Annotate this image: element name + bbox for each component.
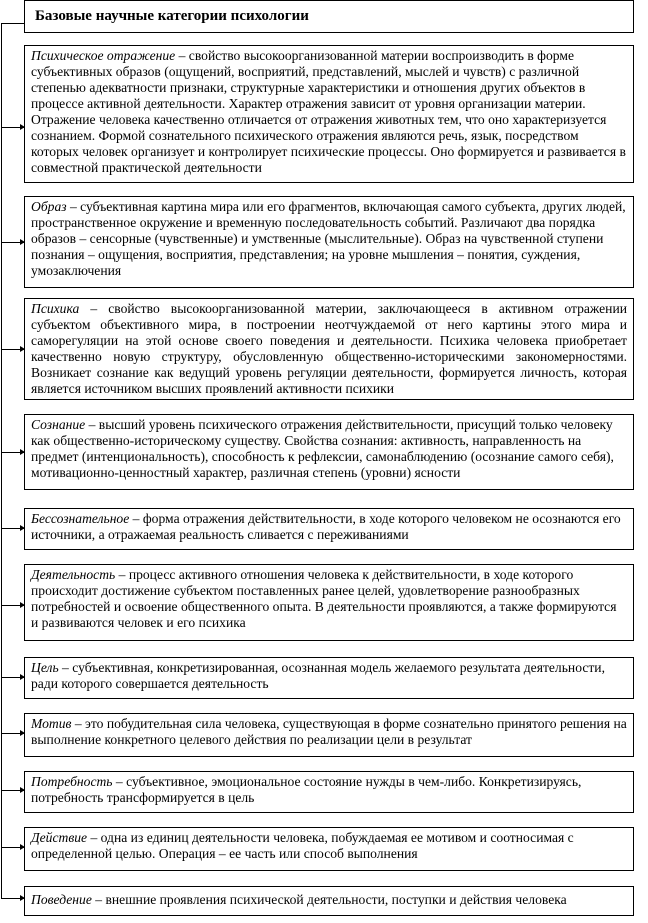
diagram-title: Базовые научные категории психологии bbox=[24, 0, 634, 33]
category-box bbox=[24, 45, 634, 183]
category-definition: – внешние проявления психической деятельности, поступки и действия человека bbox=[91, 892, 567, 907]
category-definition: – субъективная, конкретизированная, осознанная модель желаемого результата деятельности, ради которого совершается деятельность bbox=[31, 660, 605, 691]
category-box bbox=[24, 564, 634, 641]
arrow bbox=[1, 242, 24, 243]
category-term: Психика bbox=[31, 301, 80, 316]
category-box bbox=[24, 196, 634, 288]
arrow bbox=[1, 790, 24, 791]
arrow bbox=[1, 733, 24, 734]
arrow bbox=[1, 452, 24, 453]
category-box bbox=[24, 508, 634, 550]
arrow bbox=[1, 605, 24, 606]
category-box bbox=[24, 298, 634, 400]
category-definition: – это побудительная сила человека, существующая в форме сознательно принятого решения на выполнение конкретного целевого действия по реализации цели в результат bbox=[31, 716, 627, 747]
arrow bbox=[1, 528, 24, 529]
category-term: Поведение bbox=[31, 892, 92, 907]
category-box bbox=[24, 414, 634, 490]
category-definition: – процесс активного отношения человека к действительности, в ходе которого происходит достижение субъектом поставленных ранее целей, удовлетворение разнообразных потребностей и освоение общественного опыта. В деятельности проявляются, а также формируются и развиваются человек и его психика bbox=[31, 567, 617, 630]
category-definition: – свойство высокоорганизованной материи, заключающееся в активном отражении субъектом объективного мира, в построении неотчуждаемой от него картины этого мира и саморегуляции на этой основе своего поведения и деятельности. Психика человека приобретает качественно новую структуру, обусловленную общественно-историческими закономерностями. Возникает сознание как ведущий уровень регуляции деятельности, формируется личность, которая является источником высших проявлений активности психики bbox=[31, 301, 627, 396]
category-box bbox=[24, 886, 634, 916]
category-term: Образ bbox=[31, 199, 67, 214]
connector-line bbox=[1, 23, 2, 899]
category-term: Психическое отражение bbox=[31, 48, 176, 63]
category-box bbox=[24, 713, 634, 757]
arrow bbox=[1, 898, 24, 899]
category-box bbox=[24, 657, 634, 699]
category-definition: – субъективное, эмоциональное состояние нужды в чем-либо. Конкретизируясь, потребность трансформируется в цель bbox=[31, 774, 582, 805]
category-term: Сознание bbox=[31, 417, 86, 432]
arrow bbox=[1, 677, 24, 678]
category-box bbox=[24, 827, 634, 871]
category-term: Цель bbox=[31, 660, 59, 675]
category-definition: – одна из единиц деятельности человека, побуждаемая ее мотивом и соотносимая с определенной целью. Операция – ее часть или способ выполнения bbox=[31, 830, 574, 861]
category-term: Деятельность bbox=[31, 567, 116, 582]
category-term: Потребность bbox=[31, 774, 113, 789]
category-definition: – форма отражения действительности, в ходе которого человеком не осознаются его источники, а отражаемая реальность сливается с переживаниями bbox=[31, 511, 621, 542]
arrow bbox=[1, 847, 24, 848]
arrow bbox=[1, 349, 24, 350]
category-term: Действие bbox=[31, 830, 88, 845]
category-definition: – свойство высокоорганизованной материи воспроизводить в форме субъективных образов (ощущений, восприятий, представлений, мыслей и чувств) с различной степенью адекватности признаки, структурные характеристики и отношения других объектов в процессе активной деятельности. Характер отражения зависит от уровня организации материи. Отражение человека качественно отличается от отражения животных тем, что оно характеризуется сознанием. Формой сознательного психического отражения являются речь, язык, посредством которых человек организует и контролирует психические процессы. Оно формируется и развивается в совместной практической деятельности bbox=[31, 48, 626, 175]
category-term: Бессознательное bbox=[31, 511, 130, 526]
title-connector bbox=[1, 23, 24, 24]
category-definition: – высший уровень психического отражения действительности, присущий только человеку как общественно-историческому существу. Свойства сознания: активность, направленность на предмет (интенциональность), способность к рефлексии, самонаблюдению (осознание самого себя), мотивационно-ценностный характер, различная степень (уровни) ясности bbox=[31, 417, 614, 480]
category-term: Мотив bbox=[31, 716, 72, 731]
arrow bbox=[1, 127, 24, 128]
category-definition: – субъективная картина мира или его фрагментов, включающая самого субъекта, других людей, пространственное окружение и временную последовательность событий. Различают два порядка образов – сенсорные (чувственные) и умственные (мыслительные). Образ на чувственной ступени познания – ощущения, восприятия, представления; на уровне мышления – понятия, суждения, умозаключения bbox=[31, 199, 626, 278]
category-box bbox=[24, 771, 634, 813]
